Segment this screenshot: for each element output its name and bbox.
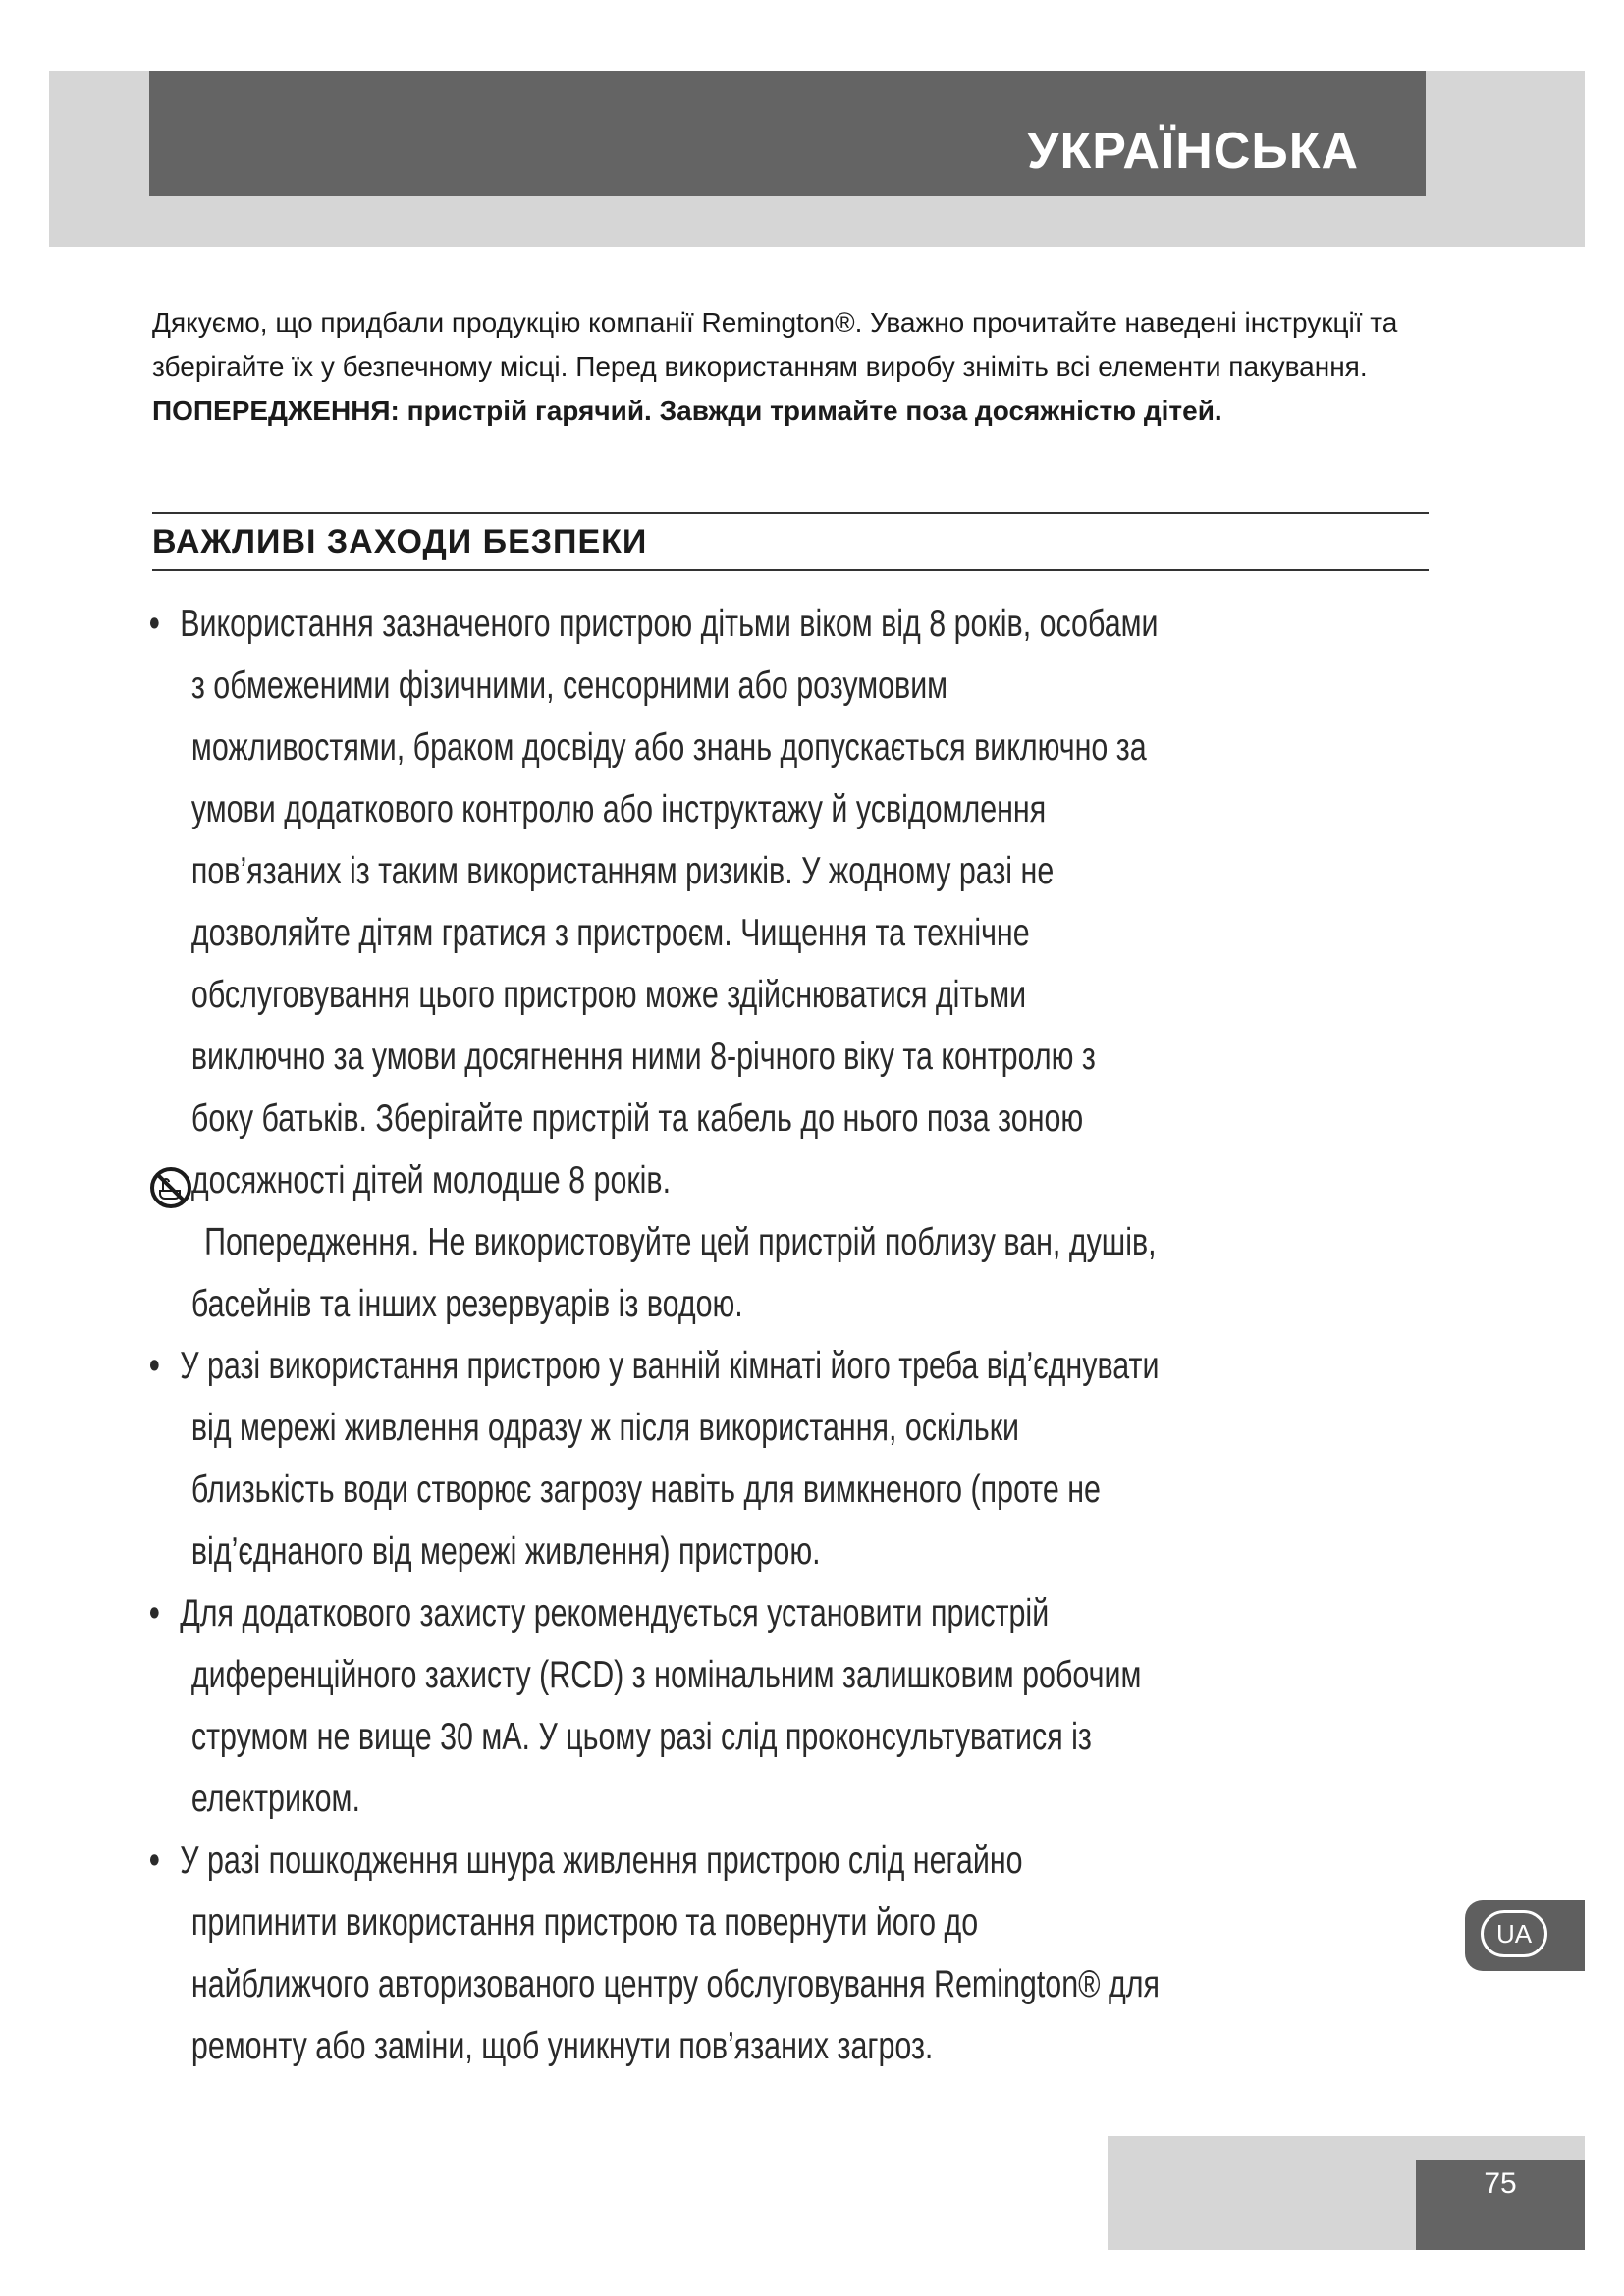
bullet: • bbox=[149, 1345, 160, 1387]
list-item-text: Використання зазначеного пристрою дітьми віком від 8 років, особами з обмеженими фізичними, сенсорними або розумовим можливостями, браком досвіду або знань допускається виключно за умови додаткового контролю або інструктажу й усвідомлення пов’язаних із таким використанням ризиків. У жодному разі не дозволяйте дітям гратися з пристроєм. Чищення та технічне обслуговування цього пристрою може здійснюватися дітьми виключно за умови досягнення ними 8-річного віку та контролю з боку батьків. Зберігайте пристрій та кабель до нього поза зоною досяжності дітей молодше 8 років. bbox=[180, 603, 1159, 1201]
intro-warning: ПОПЕРЕДЖЕННЯ: пристрій гарячий. Завжди тримайте поза досяжністю дітей. bbox=[152, 396, 1222, 426]
list-item-text: Для додаткового захисту рекомендується установити пристрій диференційного захисту (RCD) з номінальним залишковим робочим струмом не вище 30 мА. У цьому разі слід проконсультуватися із електриком. bbox=[180, 1592, 1142, 1820]
list-item-text: У разі пошкодження шнура живлення пристрою слід негайно припинити використання пристрою та повернути його до найближчого авторизованого центру обслуговування Remington® для ремонту або заміни, щоб уникнути пов’язаних загроз. bbox=[180, 1840, 1160, 2067]
language-badge: UA bbox=[1481, 1910, 1547, 1957]
safety-list bbox=[149, 593, 1161, 2077]
list-item-text: У разі використання пристрою у ванній кімнаті його треба від’єднувати від мережі живлення одразу ж після використання, оскільки близькість води створює загрозу навіть для вимкненого (проте не від’єднаного від мережі живлення) пристрою. bbox=[180, 1345, 1160, 1573]
page-number: 75 bbox=[1484, 2167, 1517, 2200]
section-heading: ВАЖЛИВІ ЗАХОДИ БЕЗПЕКИ bbox=[152, 523, 648, 561]
intro-text: Дякуємо, що придбали продукцію компанії Remington®. Уважно прочитайте наведені інструкції та зберігайте їх у безпечному місці. Перед використанням виробу зніміть всі елементи пакування. bbox=[152, 307, 1398, 382]
list-item bbox=[149, 1335, 1161, 1582]
bullet: • bbox=[149, 603, 160, 645]
language-title: УКРАЇНСЬКА bbox=[1027, 123, 1359, 180]
list-item bbox=[149, 1582, 1161, 1830]
header-bar bbox=[149, 71, 1426, 196]
no-bath-icon bbox=[149, 1166, 192, 1209]
list-item-warning bbox=[149, 1211, 1161, 1335]
bullet: • bbox=[149, 1840, 160, 1882]
list-item bbox=[149, 1830, 1161, 2077]
heading-rule-top bbox=[152, 512, 1429, 514]
heading-rule-bottom bbox=[152, 569, 1429, 571]
list-item-text: Попередження. Не використовуйте цей пристрій поблизу ван, душів, басейнів та інших резервуарів із водою. bbox=[190, 1221, 1157, 1325]
list-item bbox=[149, 593, 1161, 1211]
bullet: • bbox=[149, 1592, 160, 1634]
intro-paragraph bbox=[152, 300, 1429, 433]
